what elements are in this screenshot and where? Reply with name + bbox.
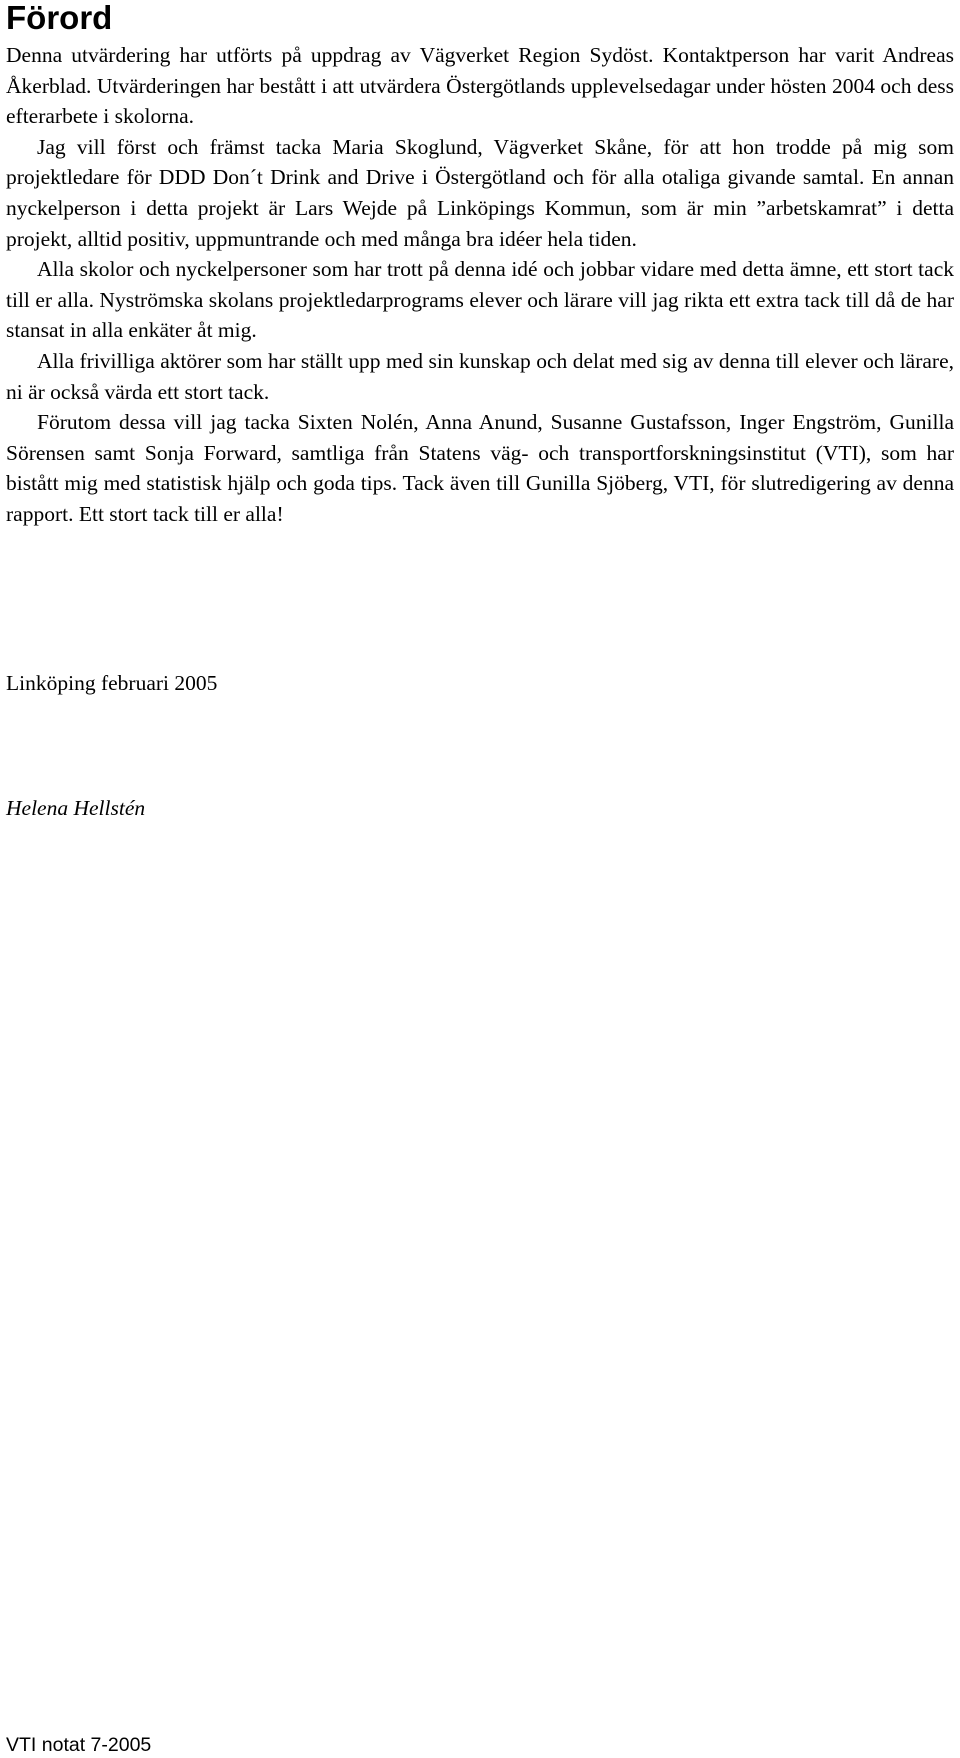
author-signature: Helena Hellstén bbox=[6, 796, 146, 820]
page-title: Förord bbox=[6, 0, 113, 36]
document-page bbox=[6, 0, 954, 530]
page-footer: VTI notat 7-2005 bbox=[6, 1734, 152, 1756]
paragraph-5: Förutom dessa vill jag tacka Sixten Nolén, Anna Anund, Susanne Gustafsson, Inger Engström, Gunilla Sörensen samt Sonja Forward, samtliga från Statens väg- och transportforskningsinstitut (VTI), som har bistått mig med statistisk hjälp och goda tips. Tack även till Gunilla Sjöberg, VTI, för slutredigering av denna rapport. Ett stort tack till er alla! bbox=[6, 410, 954, 526]
place-and-date: Linköping februari 2005 bbox=[6, 671, 218, 695]
paragraph-2: Jag vill först och främst tacka Maria Skoglund, Vägverket Skåne, för att hon trodde på mig som projektledare för DDD Don´t Drink and Drive i Östergötland och för alla otaliga givande samtal. En annan nyckelperson i detta projekt är Lars Wejde på Linköpings Kommun, som är min ”arbetskamrat” i detta projekt, alltid positiv, uppmuntrande och med många bra idéer hela tiden. bbox=[6, 134, 954, 251]
paragraph-4: Alla frivilliga aktörer som har ställt upp med sin kunskap och delat med sig av denna till elever och lärare, ni är också värda ett stort tack. bbox=[6, 348, 954, 404]
paragraph-3: Alla skolor och nyckelpersoner som har trott på denna idé och jobbar vidare med detta ämne, ett stort tack till er alla. Nyströmska skolans projektledarprograms elever och lärare vill jag rikta ett extra tack till då de har stansat in alla enkäter åt mig. bbox=[6, 257, 954, 343]
preface-body bbox=[6, 40, 954, 530]
paragraph-1: Denna utvärdering har utförts på uppdrag av Vägverket Region Sydöst. Kontaktperson har varit Andreas Åkerblad. Utvärderingen har bestått i att utvärdera Östergötlands upplevelsedagar under hösten 2004 och dess efterarbete i skolorna. bbox=[6, 43, 954, 129]
